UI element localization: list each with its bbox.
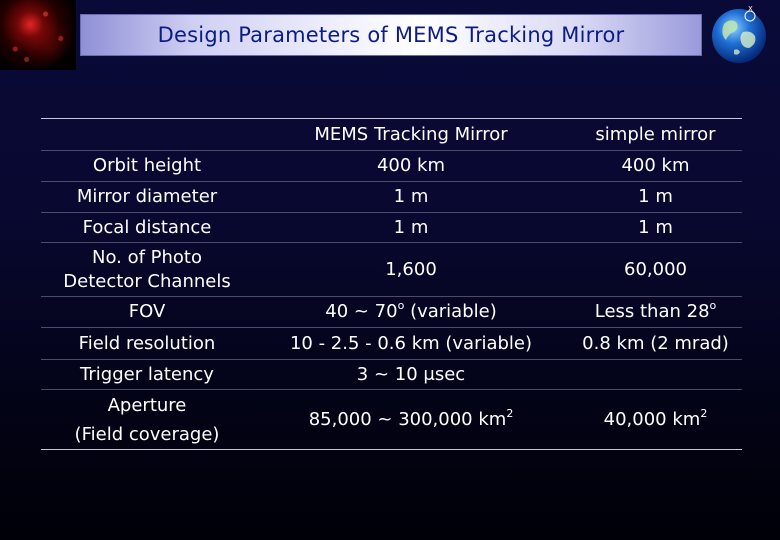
mems-value: 85,000 ~ 300,000 km	[308, 408, 507, 430]
param-cell: FOV	[41, 297, 253, 328]
param-cell: Focal distance	[41, 213, 253, 243]
param-line: (Field coverage)	[74, 423, 220, 445]
mems-cell	[253, 297, 569, 328]
superscript: 2	[506, 406, 514, 420]
table-row	[41, 390, 742, 450]
simple-value: Less than 28	[594, 301, 710, 322]
slide-title: Design Parameters of MEMS Tracking Mirror	[157, 23, 625, 47]
superscript: 2	[700, 406, 708, 420]
mems-cell: 10 - 2.5 - 0.6 km (variable)	[253, 328, 569, 360]
simple-cell	[569, 360, 742, 390]
simple-cell	[569, 297, 742, 328]
mems-cell	[253, 390, 569, 450]
globe-icon	[710, 2, 768, 66]
mems-cell: 400 km	[253, 151, 569, 182]
table-row	[41, 297, 742, 328]
mems-cell: 3 ~ 10 μsec	[253, 360, 569, 390]
table-row	[41, 182, 742, 213]
slide-title-bar	[80, 14, 702, 56]
param-cell: Mirror diameter	[41, 182, 253, 213]
simple-cell: 1 m	[569, 213, 742, 243]
table-header-row	[41, 119, 742, 151]
mems-value: 40 ~ 70	[325, 301, 398, 322]
header-cell-simple: simple mirror	[569, 119, 742, 151]
header-cell-blank	[41, 119, 253, 151]
mems-cell: 1 m	[253, 182, 569, 213]
mems-note: (variable)	[410, 301, 497, 322]
parameters-table	[41, 118, 742, 450]
table-row	[41, 213, 742, 243]
degree-mark: o	[397, 299, 405, 312]
simple-value: 40,000 km	[603, 408, 701, 430]
mems-cell: 1 m	[253, 213, 569, 243]
param-cell: Trigger latency	[41, 360, 253, 390]
table-row	[41, 360, 742, 390]
param-cell	[41, 390, 253, 450]
degree-mark: o	[709, 299, 717, 312]
simple-cell: 1 m	[569, 182, 742, 213]
table-row	[41, 243, 742, 297]
param-cell	[41, 243, 253, 297]
param-line: No. of Photo	[91, 246, 203, 268]
param-cell: Orbit height	[41, 151, 253, 182]
param-line: Aperture	[107, 394, 187, 416]
simple-cell: 0.8 km (2 mrad)	[569, 328, 742, 360]
globe-label: X	[748, 5, 753, 13]
table-row	[41, 328, 742, 360]
param-line: Detector Channels	[63, 270, 231, 292]
simple-cell: 60,000	[569, 243, 742, 297]
mems-cell: 1,600	[253, 243, 569, 297]
simple-cell: 400 km	[569, 151, 742, 182]
simple-cell	[569, 390, 742, 450]
header-cell-mems: MEMS Tracking Mirror	[253, 119, 569, 151]
table-row	[41, 151, 742, 182]
nebula-image	[0, 0, 76, 70]
param-cell: Field resolution	[41, 328, 253, 360]
